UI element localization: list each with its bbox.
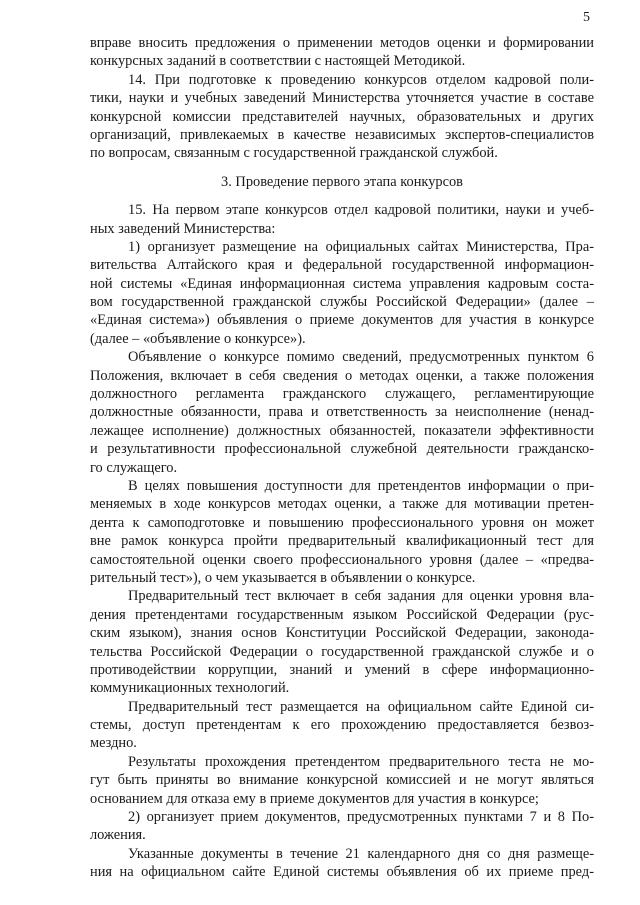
paragraph (90, 348, 594, 477)
text-line: гут быть приняты во внимание конкурсной комиссией и не могут являться (90, 772, 594, 789)
text-line: самостоятельной оценки своего профессионального уровня (далее – «предва- (90, 551, 594, 568)
paragraph (90, 238, 594, 348)
text-line: В целях повышения доступности для претендентов информации о при- (128, 477, 594, 494)
text-line: 2) организует прием документов, предусмотренных пунктами 7 и 8 По- (128, 809, 594, 826)
text-line: 1) организует размещение на официальных сайтах Министерства, Пра- (128, 238, 594, 255)
text-line: ных заведений Министерства: (90, 220, 276, 237)
text-line: должностного регламента гражданского служащего, регламентирующие (90, 386, 594, 403)
paragraph (90, 698, 594, 753)
text-line: Объявление о конкурсе помимо сведений, предусмотренных пунктом 6 (128, 349, 594, 366)
text-line: стемы, доступ претендентам к его прохождению предоставляется безвоз- (90, 717, 594, 734)
paragraph (90, 201, 594, 238)
text-line: по вопросам, связанным с государственной гражданской службой. (90, 145, 498, 162)
text-line: конкурсной комиссии представителей научных, образовательных и других (90, 108, 594, 125)
paragraph (90, 71, 594, 163)
page-number: 5 (583, 10, 590, 25)
text-line: конкурсных заданий в соответствии с настоящей Методикой. (90, 53, 466, 70)
text-line: организаций, привлекаемых в качестве независимых экспертов-специалистов (90, 126, 594, 143)
text-line: Указанные документы в течение 21 календарного дня со дня размеще- (128, 845, 594, 862)
text-line: вправе вносить предложения о применении методов оценки и формировании (90, 35, 594, 51)
document-body (90, 34, 594, 882)
text-line: 14. При подготовке к проведению конкурсов отделом кадровой поли- (128, 71, 594, 88)
text-line: вом государственной гражданской службы Российской Федерации» (далее – (90, 294, 594, 311)
text-line: тики, науки и учебных заведений Министерства уточняется участие в составе (90, 90, 594, 107)
text-line: Предварительный тест размещается на официальном сайте Единой си- (128, 698, 594, 715)
text-line: Предварительный тест включает в себя задания для оценки уровня вла- (128, 588, 594, 605)
text-line: Положения, включает в себя сведения о методах оценки, а также положения (90, 367, 594, 384)
text-line: вне рамок конкурса пройти предварительный квалификационный тест для (90, 533, 594, 550)
section-heading: 3. Проведение первого этапа конкурсов (221, 173, 463, 190)
text-line: основанием для отказа ему в приеме документов для участия в конкурсе; (90, 790, 539, 807)
text-line: должностные обязанности, права и ответственность за неисполнение (ненад- (90, 404, 594, 421)
text-line: коммуникационных технологий. (90, 680, 290, 697)
text-line: ния на официальном сайте Единой системы объявления об их приеме пред- (90, 864, 594, 881)
text-line: «Единая система») объявления о приеме документов для участия в конкурсе (90, 312, 594, 329)
text-line: тельства Российской Федерации о государственной гражданской службе и о (90, 643, 594, 660)
text-line: меняемых в ходе конкурсов методах оценки, а также для мотивации претен- (90, 496, 594, 513)
paragraph (90, 587, 594, 697)
paragraph (90, 808, 594, 845)
text-line: дента к самоподготовке и повышению профессионального уровня он может (90, 514, 594, 531)
text-line: мездно. (90, 735, 137, 752)
text-line: Результаты прохождения претендентом предварительного теста не мо- (128, 753, 594, 770)
text-line: ложения. (90, 827, 146, 844)
text-line: ским языком), знания основ Конституции Российской Федерации, законода- (90, 625, 594, 642)
text-line: дения претендентами государственным языком Российской Федерации (рус- (90, 606, 594, 623)
paragraph (90, 845, 594, 882)
text-line: рительный тест»), о чем указывается в объявлении о конкурсе. (90, 569, 476, 586)
text-line: и результативности профессиональной служебной деятельности гражданско- (90, 441, 594, 458)
text-line: вительства Алтайского края и федеральной государственной информацион- (90, 257, 594, 274)
text-line: лежащее исполнение) должностных обязанностей, показатели эффективности (90, 422, 594, 439)
text-line: ной системы «Единая информационная система управления кадровым соста- (90, 275, 594, 292)
paragraph (90, 753, 594, 808)
paragraph (90, 477, 594, 587)
text-line: 15. На первом этапе конкурсов отдел кадровой политики, науки и учеб- (128, 202, 594, 219)
text-line: (далее – «объявление о конкурсе»). (90, 330, 306, 347)
text-line: го служащего. (90, 459, 178, 476)
text-line: противодействии коррупции, знаний и умений в сфере информационно- (90, 661, 594, 678)
paragraph (90, 34, 594, 71)
